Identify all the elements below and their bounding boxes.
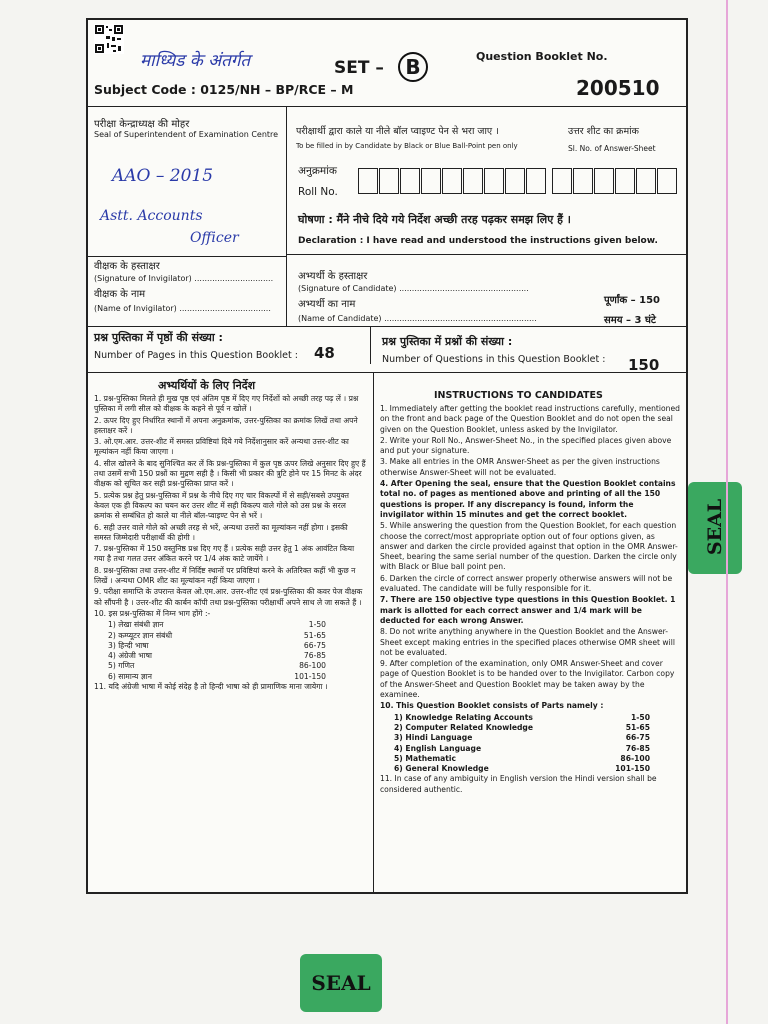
roll-number-boxes[interactable] — [358, 168, 547, 198]
hindi-instruction-item: 9. परीक्षा समाप्ति के उपरान्त केवल ओ.एम.आर. उत्तर-शीट एवं प्रश्न-पुस्तिका की कवर पेज वीक्षक को सौंपनी है । उत्तर-शीट की कार्बन कॉपी तथा प्रश्न-पुस्तिका परीक्षार्थी अपने साथ ले जा सकते हैं । — [94, 587, 363, 607]
fill-instruction-hindi: परीक्षार्थी द्वारा काले या नीले बॉल प्वाइण्ट पेन से भरा जाए । — [296, 126, 499, 137]
english-instruction-item: 9. After completion of the examination, only OMR Answer-Sheet and cover page of Question Booklet is to be handed over to the Invigilator. Carbon copy of the Answer-Sheet and Question Booklet may be taken away by the examinee. — [380, 659, 675, 700]
english-instruction-item: 8. Do not write anything anywhere in the Question Booklet and the Answer-Sheet except making entries in the specified places otherwise OMR sheet will not be evaluated. — [380, 627, 675, 657]
seal-label-hindi: परीक्षा केन्द्राध्यक्ष की मोहर — [94, 119, 190, 130]
pages-count: 48 — [314, 344, 335, 362]
invigilator-name-hindi: वीक्षक के नाम — [94, 289, 146, 300]
hindi-instruction-item: 4. सील खोलने के बाद सुनिश्चित कर लें कि प्रश्न-पुस्तिका में कुल पृष्ठ ऊपर लिखे अनुसार दिए हुए हैं तथा उसमें सभी 150 प्रश्नों का मुद्रण सही है । किसी भी प्रकार की त्रुटि होने पर 15 मिनट के अंदर वीक्षक को सूचित कर सही प्रश्न-पुस्तिका प्राप्त करें । — [94, 458, 366, 489]
english-instructions-title: INSTRUCTIONS TO CANDIDATES — [434, 390, 603, 401]
english-instruction-item: 3. Make all entries in the OMR Answer-Sheet as per the given instructions otherwise Answer-Sheet will not be evaluated. — [380, 457, 660, 477]
full-marks: पूर्णांक – 150 — [604, 295, 661, 306]
roll-label-hindi: अनुक्रमांक — [298, 165, 337, 177]
subject-code: Subject Code : 0125/NH – BP/RCE – M — [94, 82, 354, 97]
hindi-instruction-item: 2. ऊपर दिए हुए निर्धारित स्थानों में अपना अनुक्रमांक, उत्तर-पुस्तिका का क्रमांक लिखें तथा अपने हस्ताक्षर करें । — [94, 415, 358, 435]
invigilator-sign-english: (Signature of Invigilator) ............................... — [94, 274, 274, 283]
hindi-part-row: 3) हिन्दी भाषा 66-75 — [108, 640, 326, 650]
seal-bottom[interactable]: SEAL — [300, 954, 382, 1012]
english-instruction-item: 2. Write your Roll No., Answer-Sheet No., in the specified places given above and put your signature. — [380, 435, 672, 456]
hindi-instruction-item: 10. इस प्रश्न-पुस्तिका में निम्न भाग होंगे :- — [94, 608, 211, 618]
english-instruction-item: 5. While answering the question from the Question Booklet, for each question choose the correct/most appropriate option out of four options given, as answer and darken the circle provided against that option in the OMR Answer-Sheet, bearing the same serial number of the question. Darken the circle only with Black or Blue ball point pen. — [380, 521, 678, 572]
seal-label-english: Seal of Superintendent of Examination Centre — [94, 130, 279, 139]
english-instruction-item: 1. Immediately after getting the booklet read instructions carefully, mentioned on the front and back page of the Question Booklet and do not open the seal given on the Question Booklet, unless asked by the Invigilator. — [380, 404, 680, 434]
hindi-part-row: 2) कम्प्यूटर ज्ञान संबंधी 51-65 — [108, 630, 326, 640]
scan-stripe — [726, 0, 728, 1024]
invigilator-name-english: (Name of Invigilator) .................................... — [94, 304, 271, 313]
english-part-row: 3) Hindi Language 66-75 — [394, 733, 650, 743]
hindi-instruction-item: 7. प्रश्न-पुस्तिका में 150 वस्तुनिष्ठ प्रश्न दिए गए हैं । प्रत्येक सही उत्तर हेतु 1 अंक आवंटित किया गया है तथा गलत उत्तर अंकित करने पर 1/4 अंक काटे जायेंगे । — [94, 544, 355, 564]
hindi-part-row: 1) लेखा संबंधी ज्ञान 1-50 — [108, 620, 326, 630]
handwritten-exam-name: AAO – 2015 — [112, 166, 214, 186]
hindi-instruction-item: 8. प्रश्न-पुस्तिका तथा उत्तर-शीट में निर्दिष्ट स्थानों पर प्रविष्टियां करने के अतिरिक्त कहीं भी कुछ न लिखें । अन्यथा OMR शीट का मूल्यांकन नहीं किया जाएगा । — [94, 565, 356, 586]
hindi-instruction-item: 6. सही उत्तर वाले गोले को अच्छी तरह से भरें, अन्यथा उत्तरों का मूल्यांकन नहीं होगा । इसकी समस्त जिम्मेदारी परीक्षार्थी की होगी । — [94, 522, 348, 542]
pages-count-label-english: Number of Pages in this Question Booklet : — [94, 350, 298, 361]
handwritten-post-line-1: Astt. Accounts — [100, 208, 203, 224]
english-instructions-list — [380, 404, 680, 796]
answer-sheet-boxes[interactable] — [552, 168, 678, 198]
hindi-instructions-list — [94, 394, 366, 693]
declaration-hindi: घोषणा : मैंने नीचे दिये गये निर्देश अच्छी तरह पढ़कर समझ लिए हैं । — [298, 213, 571, 226]
english-instruction-item: 4. After Opening the seal, ensure that the Question Booklet contains total no. of pages as mentioned above and printing of all the 150 questions is proper. If any discrepancy is found, inform the invigilator within 15 minutes and get the correct booklet. — [380, 479, 676, 519]
candidate-sign-english: (Signature of Candidate) ................................................... — [298, 284, 529, 293]
candidate-name-english: (Name of Candidate) ............................................................ — [298, 314, 537, 323]
questions-count-label-english: Number of Questions in this Question Booklet : — [382, 354, 606, 365]
invigilator-sign-hindi: वीक्षक के हस्ताक्षर — [94, 261, 160, 272]
handwritten-post-line-2: Officer — [190, 230, 239, 246]
handwritten-post-name: माध्यिड के अंतर्गत — [140, 51, 251, 71]
english-instruction-item: 11. In case of any ambiguity in English version the Hindi version shall be considered authentic. — [380, 774, 657, 794]
english-part-row: 1) Knowledge Relating Accounts 1-50 — [394, 712, 650, 722]
booklet-label: Question Booklet No. — [476, 50, 608, 63]
hindi-part-row: 4) अंग्रेजी भाषा 76-85 — [108, 651, 326, 661]
hindi-part-row: 6) सामान्य ज्ञान 101-150 — [108, 671, 326, 681]
hindi-instruction-item: 11. यदि अंग्रेजी भाषा में कोई संदेह है तो हिन्दी भाषा को ही प्रामाणिक माना जायेगा । — [94, 682, 328, 692]
english-part-row: 2) Computer Related Knowledge 51-65 — [394, 722, 650, 732]
set-value: B — [398, 52, 428, 82]
qr-code-icon — [94, 24, 124, 54]
seal-side[interactable] — [688, 482, 742, 574]
answer-sheet-label-english: Sl. No. of Answer-Sheet — [568, 144, 656, 153]
english-instruction-item: 7. There are 150 objective type questions in this Question Booklet. 1 mark is allotted for each correct answer and 1/4 mark will be deducted for each wrong Answer. — [380, 595, 676, 625]
english-instruction-item: 6. Darken the circle of correct answer properly otherwise answers will not be evaluated. The candidate will be fully responsible for it. — [380, 573, 673, 594]
fill-instruction-english: To be filled in by Candidate by Black or Blue Ball-Point pen only — [296, 142, 518, 150]
seal-side-label: SEAL — [704, 498, 726, 556]
roll-label-english: Roll No. — [298, 186, 338, 198]
answer-sheet-label-hindi: उत्तर शीट का क्रमांक — [568, 126, 639, 137]
english-part-row: 4) English Language 76-85 — [394, 743, 650, 753]
english-part-row: 5) Mathematic 86-100 — [394, 753, 650, 763]
pages-count-label-hindi: प्रश्न पुस्तिका में पृष्ठों की संख्या : — [94, 331, 223, 344]
hindi-part-row: 5) गणित 86-100 — [108, 661, 326, 671]
english-part-row: 6) General Knowledge 101-150 — [394, 764, 650, 774]
questions-count-label-hindi: प्रश्न पुस्तिका में प्रश्नों की संख्या : — [382, 335, 513, 348]
hindi-instruction-item: 3. ओ.एम.आर. उत्तर-शीट में समस्त प्रविष्टियां दिये गये निर्देशानुसार करें अन्यथा उत्तर-शीट का मूल्यांकन नहीं किया जाएगा । — [94, 437, 349, 457]
time-allowed: समय – 3 घंटे — [604, 315, 656, 326]
declaration-english: Declaration : I have read and understood the instructions given below. — [298, 236, 658, 246]
set-label: SET – — [334, 58, 384, 78]
hindi-instruction-item: 5. प्रत्येक प्रश्न हेतु प्रश्न-पुस्तिका में प्रश्न के नीचे दिए गए चार विकल्पों में से सही/सबसे उपयुक्त केवल एक ही विकल्प का चयन कर उत्तर शीट में सही विकल्प वाले गोले को उस प्रश्न के सरल क्रमांक से सम्बंधित हो काले या नीले बॉल-प्वाइण्ट पेन से भरें । — [94, 490, 349, 521]
question-booklet-cover — [86, 18, 688, 894]
hindi-instruction-item: 1. प्रश्न-पुस्तिका मिलते ही मुख पृष्ठ एवं अंतिम पृष्ठ में दिए गए निर्देशों को अच्छी तरह पढ़ लें । प्रश्न पुस्तिका में लगी सील को वीक्षक के कहने से पूर्व न खोलें । — [94, 394, 359, 414]
english-instruction-item: 10. This Question Booklet consists of Parts namely : — [380, 701, 604, 711]
candidate-sign-hindi: अभ्यर्थी के हस्ताक्षर — [298, 271, 368, 282]
candidate-name-hindi: अभ्यर्थी का नाम — [298, 299, 356, 310]
hindi-instructions-title: अभ्यर्थियों के लिए निर्देश — [158, 379, 256, 392]
booklet-number: 200510 — [576, 76, 660, 100]
questions-count: 150 — [628, 356, 660, 374]
